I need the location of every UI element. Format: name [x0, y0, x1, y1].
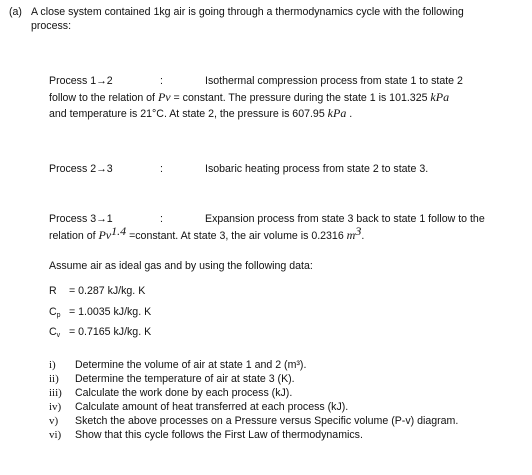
- task-text: Determine the volume of air at state 1 and 2 (m³).: [75, 359, 307, 371]
- process-1-2-state-unit: kPa: [327, 106, 347, 120]
- process-1-2-pressure-unit: kPa: [430, 90, 450, 104]
- process-3-1-volume-unit-exponent: 3: [355, 224, 362, 238]
- process-2-3-colon: :: [160, 163, 163, 175]
- task-text: Calculate amount of heat transferred at each process (kJ).: [75, 401, 349, 413]
- process-3-1-relation-text-b: =constant. At state 3, the air volume is 0.2316: [126, 230, 347, 242]
- data-item-r-symbol: [49, 285, 57, 298]
- process-1-2-state-text-b: .: [346, 108, 353, 120]
- process-3-1-colon: :: [160, 213, 163, 225]
- data-item-cv-symbol: [49, 326, 60, 339]
- question-label: (a): [9, 6, 22, 18]
- process-1-2-description: Isothermal compression process from state 1 to state 2: [205, 75, 463, 87]
- process-1-2-state-text-a: and temperature is 21°C. At state 2, the pressure is 607.95: [49, 108, 328, 120]
- process-3-1-volume-unit: m: [346, 228, 356, 242]
- data-symbol: C: [49, 306, 57, 318]
- task-text: Sketch the above processes on a Pressure versus Specific volume (P-v) diagram.: [75, 415, 459, 427]
- process-1-2-relation-text-a: follow to the relation of: [49, 92, 158, 104]
- process-2-3-title: Process 2→3: [49, 163, 113, 175]
- process-3-1-title: Process 3→1: [49, 213, 113, 225]
- process-2-3-description: Isobaric heating process from state 2 to state 3.: [205, 163, 429, 175]
- data-item-cp-value: = 1.0035 kJ/kg. K: [69, 306, 152, 318]
- data-item-cp-symbol: [49, 306, 61, 319]
- task-number: vi): [49, 429, 62, 441]
- data-item-cv-value: = 0.7165 kJ/kg. K: [69, 326, 152, 338]
- process-1-2-relation-line: [49, 91, 449, 105]
- process-3-1-relation-text-a: relation of: [49, 230, 99, 242]
- process-3-1-exponent: 1.4: [111, 224, 127, 238]
- question-intro-line-1: A close system contained 1kg air is going through a thermodynamics cycle with the following: [31, 6, 464, 18]
- data-symbol-subscript: p: [56, 312, 61, 319]
- data-intro: Assume air as ideal gas and by using the following data:: [49, 260, 313, 272]
- process-1-2-state-line: [49, 107, 352, 121]
- process-1-2-relation-equation: Pv: [157, 90, 171, 104]
- data-symbol: R: [49, 285, 57, 297]
- task-number: iv): [49, 401, 62, 413]
- task-text: Calculate the work done by each process (kJ).: [75, 387, 293, 399]
- process-1-2-title: Process 1→2: [49, 75, 113, 87]
- process-3-1-relation-line: [49, 224, 365, 243]
- data-symbol-subscript: v: [56, 332, 61, 339]
- process-1-2-colon: :: [160, 75, 163, 87]
- process-1-2-relation-text-b: = constant. The pressure during the state 1 is 101.325: [170, 92, 431, 104]
- process-3-1-description: Expansion process from state 3 back to state 1 follow to the: [205, 213, 485, 225]
- data-item-r-value: = 0.287 kJ/kg. K: [69, 285, 146, 297]
- process-3-1-relation-text-c: .: [361, 230, 365, 242]
- data-symbol: C: [49, 326, 57, 338]
- task-number: ii): [49, 373, 59, 385]
- task-text: Determine the temperature of air at state 3 (K).: [75, 373, 295, 385]
- question-intro-line-2: process:: [31, 20, 72, 32]
- task-number: v): [49, 415, 59, 427]
- task-number: iii): [49, 387, 62, 399]
- process-3-1-relation-equation: Pv: [98, 228, 112, 242]
- task-number: i): [49, 359, 56, 371]
- task-text: Show that this cycle follows the First Law of thermodynamics.: [75, 429, 363, 441]
